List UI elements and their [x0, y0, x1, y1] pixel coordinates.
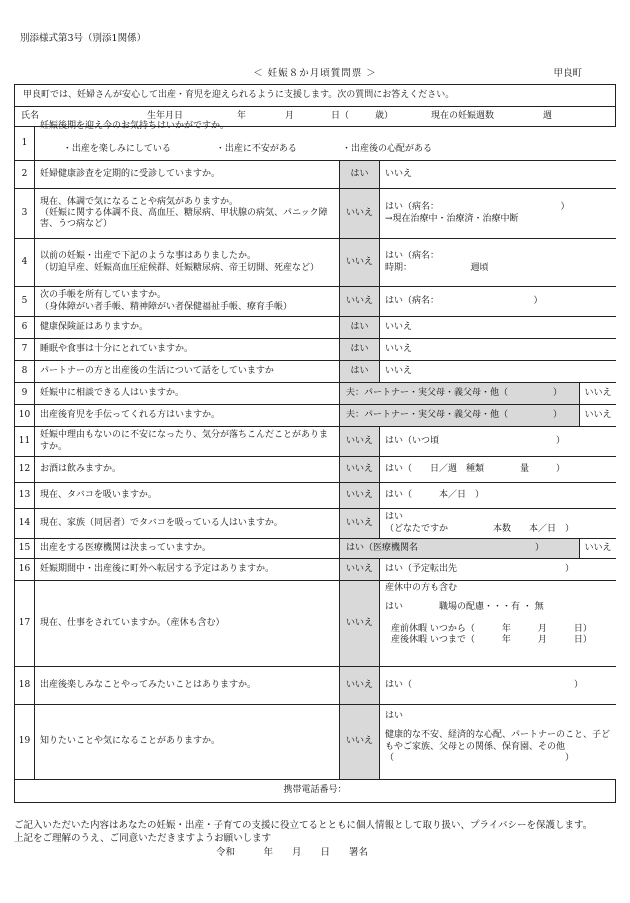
signature-line[interactable]: 令和 年 月 日 署名: [216, 847, 369, 858]
question-text: 知りたいことや気になることがありますか。: [35, 705, 340, 779]
consent-line-1: ご記入いただいた内容はあなたの妊娠・出産・子育ての支援に役立てるとともに個人情報として取り扱い、プライバシーを保護します。: [14, 820, 593, 831]
question-row: [15, 361, 616, 383]
question-text: 睡眠や食事は十分にとれていますか。: [35, 339, 340, 360]
phone-row: [15, 780, 616, 803]
phone-field[interactable]: 携帯電話番号：: [15, 780, 616, 802]
answer-yes[interactable]: はい（病名： ）: [385, 295, 543, 306]
answer-yes[interactable]: はい（予定転出先 ）: [385, 563, 575, 574]
question-row: [15, 189, 616, 239]
title-row: [14, 68, 616, 82]
answer-no[interactable]: いいえ: [340, 509, 380, 538]
answer-yes[interactable]: はい（ 日／週 種類 量 ）: [385, 463, 566, 474]
answer-yes[interactable]: はい（ 本／日 ）: [385, 489, 485, 500]
question-row: [15, 559, 616, 581]
answer-yes[interactable]: 夫：パートナー・実父母・義父母・他（ ）: [340, 383, 580, 404]
question-text: 妊婦健康診査を定期的に受診していますか。: [35, 161, 340, 188]
answer-no[interactable]: いいえ: [584, 542, 612, 553]
question-row: [15, 317, 616, 339]
question-number: 17: [15, 581, 35, 666]
answer-yes[interactable]: [380, 239, 616, 286]
question-row: [15, 239, 616, 287]
question-row: [15, 705, 616, 780]
question-row: [15, 539, 616, 559]
intro-row: [15, 85, 616, 107]
week-label: 週: [543, 111, 553, 121]
answer-yes[interactable]: はい: [340, 317, 380, 338]
question-cell: [35, 121, 616, 160]
birth-label: 生年月日: [147, 111, 184, 121]
question-text: 次の手帳を所有していますか。 （身体障がい者手帳、精神障がい者保健福祉手帳、療育手帳）: [40, 290, 293, 312]
question-number: 13: [15, 483, 35, 508]
question-text: 現在、仕事をされていますか。（産休も含む）: [35, 581, 340, 666]
question-text: 現在、家族（同居者）でタバコを吸っている人はいますか。: [35, 509, 340, 538]
answer-yes[interactable]: [380, 581, 616, 666]
question-number: 8: [15, 361, 35, 382]
form-title: ＜ 妊娠８か月頃質問票 ＞: [253, 68, 377, 79]
question-text: 現在、体調で気になることや病気がありますか。 （妊娠に関する体調不良、高血圧、糖尿病、甲状腺の病気、パニック障害、うつ病など）: [40, 196, 328, 230]
question-text: パートナーの方と出産後の生活について話をしていますか: [35, 361, 340, 382]
treatment-status[interactable]: →現在治療中・治療済・治療中断: [385, 213, 519, 224]
question-number: 10: [15, 405, 35, 426]
answer-yes[interactable]: はい: [340, 161, 380, 188]
answer-no[interactable]: いいえ: [340, 239, 380, 286]
question-row: [15, 581, 616, 667]
question-number: 6: [15, 317, 35, 338]
month-label: 月: [285, 111, 295, 121]
question-row: [15, 339, 616, 361]
answer-no[interactable]: いいえ: [584, 387, 612, 398]
answer-yes-label: はい: [385, 512, 404, 523]
answer-no[interactable]: いいえ: [340, 667, 380, 704]
concern-other-field[interactable]: （ ）: [385, 752, 575, 763]
question-text: 現在、タバコを吸いますか。: [35, 483, 340, 508]
question-text: 妊娠中に相談できる人はいますか。: [35, 383, 340, 404]
workplace-consideration[interactable]: はい 職場の配慮・・・有 ・ 無: [385, 602, 544, 613]
question-text: 妊娠期間中・出産後に町外へ転居する予定はありますか。: [35, 559, 340, 580]
age-label: 歳）: [375, 111, 394, 121]
answer-yes[interactable]: はい（いつ頃 ）: [385, 435, 566, 446]
period-field[interactable]: 時期： 週頃: [385, 262, 489, 273]
answer-yes[interactable]: [380, 705, 616, 779]
question-number: 4: [15, 239, 35, 286]
question-row: [15, 383, 616, 405]
form-code: 別添様式第3号（別添1関係）: [20, 33, 147, 44]
answer-no[interactable]: いいえ: [385, 365, 413, 376]
answer-no[interactable]: いいえ: [385, 343, 413, 354]
question-number: 19: [15, 705, 35, 779]
question-number: 18: [15, 667, 35, 704]
q1-option-anxious[interactable]: ・出産に不安がある: [215, 143, 297, 154]
disease-name-field[interactable]: はい（病名：: [385, 251, 440, 262]
answer-yes[interactable]: [380, 189, 616, 238]
weeks-label: 現在の妊娠週数: [431, 111, 495, 121]
answer-no[interactable]: いいえ: [340, 427, 380, 456]
disease-name-field[interactable]: はい（病名： ）: [385, 202, 570, 213]
intro-text: 甲良町では、妊婦さんが安心して出産・育児を迎えられるように支援します。次の質問にお答えください。: [15, 85, 616, 106]
question-number: 15: [15, 539, 35, 558]
question-number: 2: [15, 161, 35, 188]
question-text: 健康保険証はありますか。: [35, 317, 340, 338]
answer-yes[interactable]: はい: [340, 361, 380, 382]
question-number: 3: [15, 189, 35, 238]
answer-yes[interactable]: はい（医療機関名 ）: [340, 539, 580, 558]
name-label: 氏名: [21, 111, 40, 121]
maternity-leave-note: 産休中の方も含む: [385, 583, 458, 593]
answer-no[interactable]: いいえ: [340, 581, 380, 666]
year-label: 年: [237, 111, 247, 121]
question-number: 9: [15, 383, 35, 404]
q1-option-happy[interactable]: ・出産を楽しみにしている: [62, 143, 171, 154]
answer-no[interactable]: いいえ: [340, 189, 380, 238]
name-cell[interactable]: [15, 107, 616, 126]
consent-text: [14, 820, 624, 846]
question-text: 出産後育児を手伝ってくれる方はいますか。: [35, 405, 340, 426]
answer-no[interactable]: いいえ: [340, 483, 380, 508]
consent-line-2: 上記をご理解のうえ、ご同意いただきますようお願いします: [14, 832, 272, 844]
name-row: [15, 107, 616, 127]
question-number: 11: [15, 427, 35, 456]
postnatal-leave-field[interactable]: 産後休暇 いつまで（ 年 月 日）: [391, 634, 592, 645]
day-label: 日（: [331, 111, 350, 121]
answer-no[interactable]: いいえ: [385, 321, 413, 332]
question-row: [15, 667, 616, 705]
town-name: 甲良町: [553, 68, 582, 79]
answer-yes[interactable]: 夫：パートナー・実父母・義父母・他（ ）: [340, 405, 580, 426]
question-row: [15, 287, 616, 317]
question-row: [15, 121, 616, 161]
question-text: お酒は飲みますか。: [35, 457, 340, 482]
answer-yes[interactable]: [380, 509, 616, 538]
question-number: 7: [15, 339, 35, 360]
answer-no[interactable]: いいえ: [340, 559, 380, 580]
question-row: [15, 509, 616, 539]
answer-yes[interactable]: はい: [340, 339, 380, 360]
question-number: 14: [15, 509, 35, 538]
question-row: [15, 483, 616, 509]
question-text: 妊娠中理由もないのに不安になったり、気分が落ちこんだことがありますか。: [40, 430, 329, 452]
answer-no[interactable]: いいえ: [340, 287, 380, 316]
prenatal-leave-field[interactable]: 産前休暇 いつから（ 年 月 日）: [391, 623, 592, 634]
answer-no[interactable]: いいえ: [385, 168, 413, 179]
concern-options[interactable]: 健康的な不安、経済的な心配、パートナーのこと、子どもやご家族、父母との関係、保育園、その他: [385, 730, 611, 752]
answer-yes[interactable]: はい（ ）: [385, 679, 584, 690]
questionnaire-table: [14, 84, 616, 803]
question-number: 16: [15, 559, 35, 580]
question-text: 以前の妊娠・出産で下記のような事はありましたか。 （切迫早産、妊娠高血圧症候群、妊娠糖尿病、帝王切開、死産など）: [40, 251, 320, 273]
answer-no[interactable]: いいえ: [340, 705, 380, 779]
answer-yes-label: はい: [385, 711, 404, 721]
question-number: 5: [15, 287, 35, 316]
question-row: [15, 161, 616, 189]
smoker-detail-field[interactable]: （どなたですか 本数 本／日 ）: [385, 523, 575, 534]
question-number: 1: [15, 127, 35, 160]
question-row: [15, 405, 616, 427]
answer-no[interactable]: いいえ: [584, 409, 612, 420]
question-number: 12: [15, 457, 35, 482]
question-text: 出産後楽しみなことやってみたいことはありますか。: [35, 667, 340, 704]
question-text: 妊娠後期を迎え今のお気持ちはいかがですか。: [40, 121, 230, 131]
question-row: [15, 457, 616, 483]
q1-option-after[interactable]: ・出産後の心配がある: [341, 143, 432, 154]
answer-no[interactable]: いいえ: [340, 457, 380, 482]
question-text: 出産をする医療機関は決まっていますか。: [35, 539, 340, 558]
question-row: [15, 427, 616, 457]
